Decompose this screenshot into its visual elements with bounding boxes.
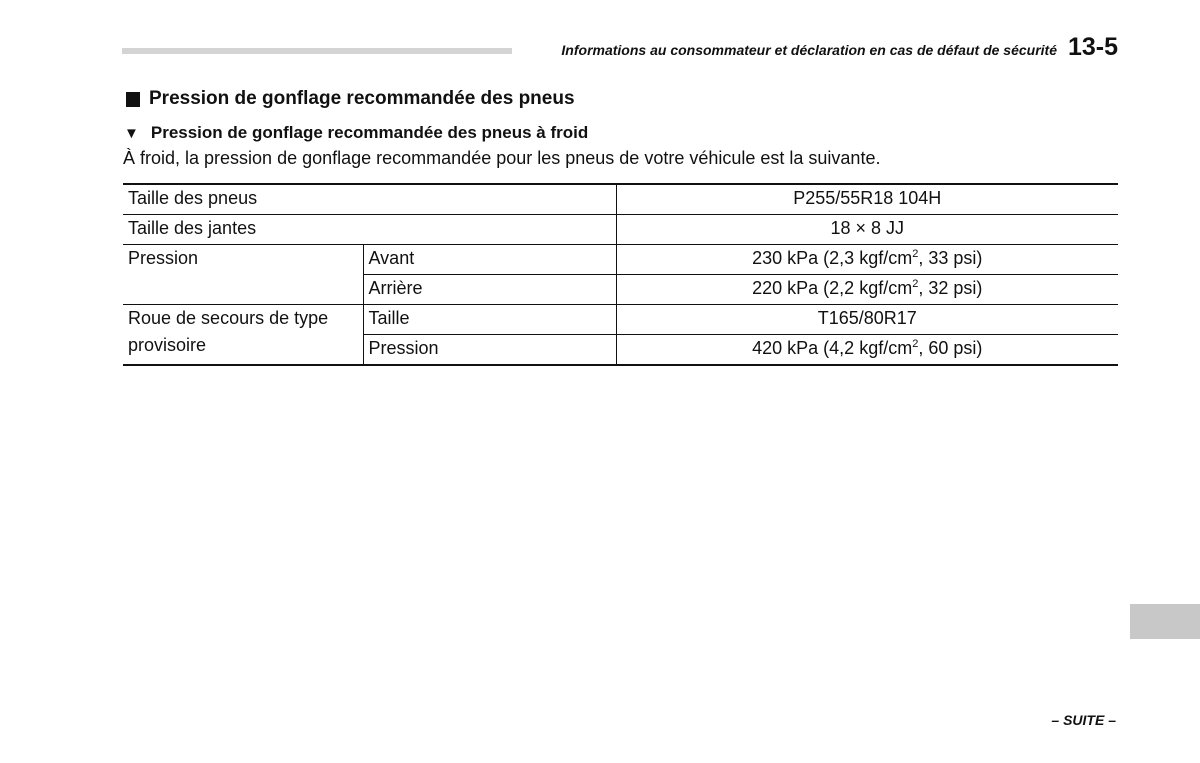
section-heading [126, 88, 575, 110]
continue-label: – SUITE – [1051, 712, 1116, 728]
table-cell-value: 220 kPa (2,2 kgf/$cm^2$, 32 psi) [616, 275, 1118, 305]
section-heading-text: Pression de gonflage recommandée des pneus [149, 88, 575, 109]
table-row [123, 215, 1118, 245]
table-cell-group: Roue de secours de type provisoire [123, 305, 363, 366]
page-number: 13-5 [1067, 33, 1118, 61]
tire-pressure-table [123, 183, 1118, 366]
triangle-bullet-icon: ▼ [124, 124, 139, 142]
running-header: Informations au consommateur et déclaration en cas de défaut de sécurité [561, 42, 1057, 58]
table-cell-sub: Taille [363, 305, 616, 335]
header-rule [122, 48, 512, 54]
table-row [123, 305, 1118, 335]
table-cell-value: 18 × 8 JJ [616, 215, 1118, 245]
table-cell-sub: Avant [363, 245, 616, 275]
square-bullet-icon [126, 92, 140, 107]
table-cell-value: 230 kPa (2,3 kgf/$cm^2$, 33 psi) [616, 245, 1118, 275]
table-cell-label: Taille des jantes [123, 215, 616, 245]
chapter-tab [1130, 604, 1200, 639]
table-cell-label: Taille des pneus [123, 184, 616, 215]
table-row [123, 184, 1118, 215]
table-row [123, 245, 1118, 275]
table-cell-value: P255/55R18 104H [616, 184, 1118, 215]
table-cell-sub: Pression [363, 335, 616, 366]
table-cell-sub: Arrière [363, 275, 616, 305]
table-cell-group: Pression [123, 245, 363, 305]
sub-heading [124, 123, 588, 143]
table-cell-value: T165/80R17 [616, 305, 1118, 335]
table-cell-value: 420 kPa (4,2 kgf/$cm^2$, 60 psi) [616, 335, 1118, 366]
intro-paragraph: À froid, la pression de gonflage recommandée pour les pneus de votre véhicule est la suivante. [123, 148, 881, 168]
sub-heading-text: Pression de gonflage recommandée des pneus à froid [150, 123, 589, 142]
